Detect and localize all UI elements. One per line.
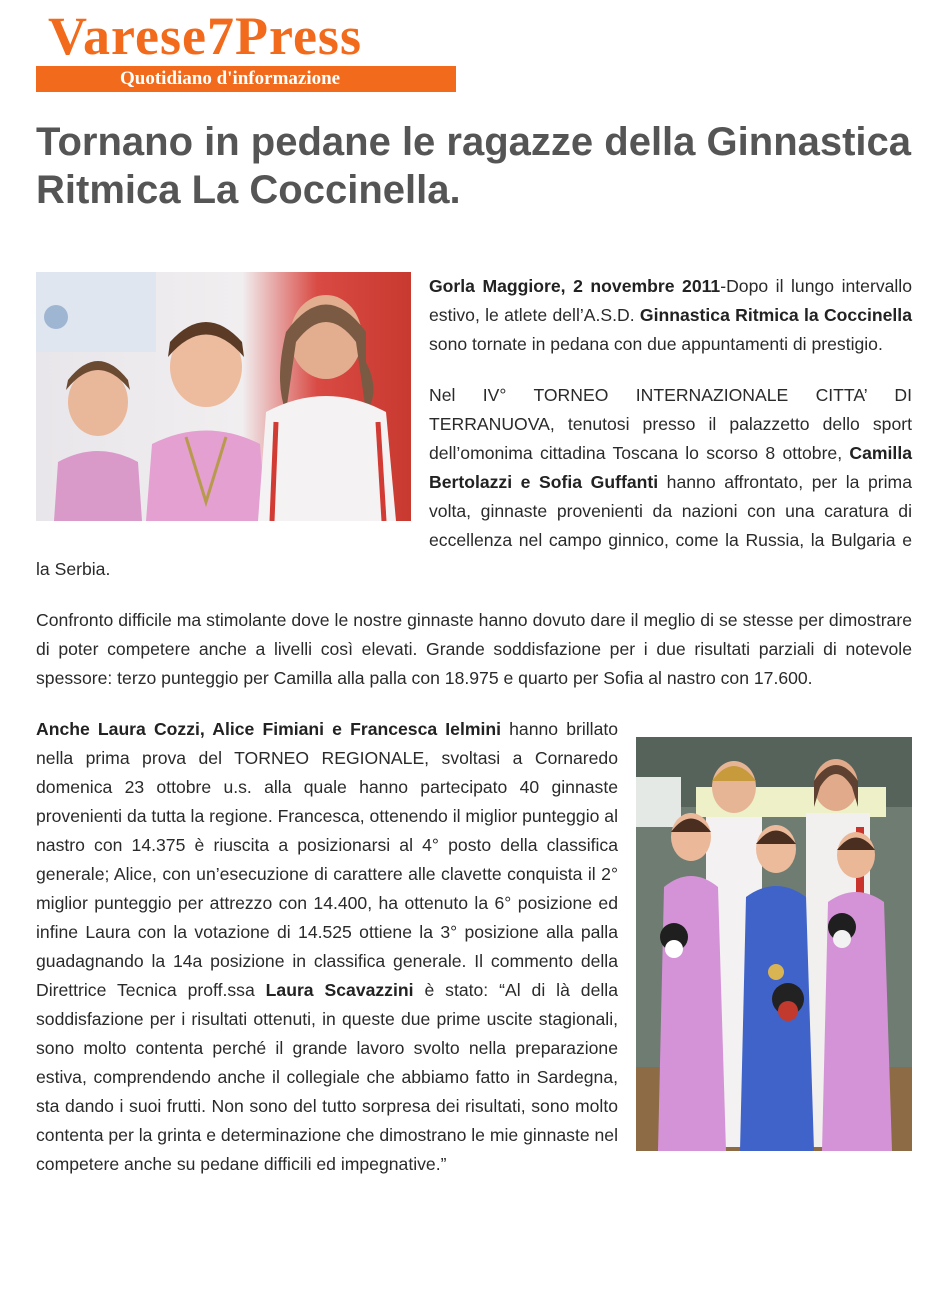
- athlete-name: Francesca Ielmini: [350, 719, 502, 739]
- paragraph-intro: Gorla Maggiore, 2 novembre 2011-Dopo il lungo intervallo estivo, le atlete dell’A.S.D. Ginnastica Ritmica la Coccinella sono tornate in pedana con due appuntamenti di prestigio.: [429, 276, 913, 354]
- headline: Tornano in pedane le ragazze della Ginnastica Ritmica La Coccinella.: [36, 120, 912, 212]
- brand-logo: Varese7Press: [48, 6, 362, 66]
- paragraph-terranuova: Nel IV° TORNEO INTERNAZIONALE CITTA’ DI TERRANUOVA, tenutosi presso il palazzetto dello sport dell’omonima cittadina Toscana lo scorso 8 ottobre, Camilla Bertolazzi e Sofia Guffanti hanno affrontato, per la prima volta, ginnaste provenienti da nazioni con una caratura di eccellenza nel campo ginnico, come la Russia, la Bulgaria e la Serbia.: [36, 385, 912, 579]
- paragraph-results: Confronto difficile ma stimolante dove le nostre ginnaste hanno dovuto dare il meglio di se stesse per dimostrare di poter competere anche a livelli così elevati. Grande soddisfazione per i due risultati parziali di notevole spessore: terzo punteggio per Camilla alla palla con 18.975 e quarto per Sofia al nastro con 17.600.: [36, 610, 912, 688]
- club-name: Ginnastica Ritmica la Coccinella: [639, 305, 912, 325]
- athlete-name: Alice Fimiani: [212, 719, 325, 739]
- gymnasts-photo-cornaredo: [636, 737, 912, 1151]
- coach-name: Laura Scavazzini: [265, 980, 414, 1000]
- paragraph-regional: Anche Laura Cozzi, Alice Fimiani e Francesca Ielmini hanno brillato nella prima prova del TORNEO REGIONALE, svoltasi a Cornaredo domenica 23 ottobre u.s. alla quale hanno partecipato 40 ginnaste provenienti da tutta la regione. Francesca, ottenendo il miglior punteggio al nastro con 14.375 è riuscita a posizionarsi al 4° posto della classifica generale; Alice, con un’esecuzione di carattere alle clavette conquista il 2° miglior punteggio per attrezzo con 14.400, ha ottenuto la 6° posizione ed infine Laura con la votazione di 14.525 ottiene la 3° posizione alla palla guadagnando la 14a posizione in classifica generale. Il commento della Direttrice Tecnica proff.ssa Laura Scavazzini è stato: “Al di là della soddisfazione per i risultati ottenuti, in queste due prime uscite stagionali, sono molto contenta perché il grande lavoro svolto nella preparazione estiva, comprendendo anche il collegiale che abbiamo fatto in Sardegna, sta dando i suoi frutti. Non sono del tutto sorpresa dei risultati, sono molto contenta per la grinta e determinazione che dimostrano le mie ginnaste nel competere anche su pedane difficili ed impegnative.”: [36, 719, 619, 1174]
- athlete-name: Laura Cozzi: [97, 719, 200, 739]
- masthead: [36, 6, 456, 92]
- gymnasts-photo-terranuova: [36, 272, 411, 521]
- article-body: [36, 272, 912, 1201]
- tagline-bar: Quotidiano d'informazione: [36, 66, 456, 92]
- dateline: Gorla Maggiore, 2 novembre 2011: [429, 276, 721, 296]
- athlete-names: Camilla Bertolazzi e Sofia Guffanti: [429, 443, 912, 492]
